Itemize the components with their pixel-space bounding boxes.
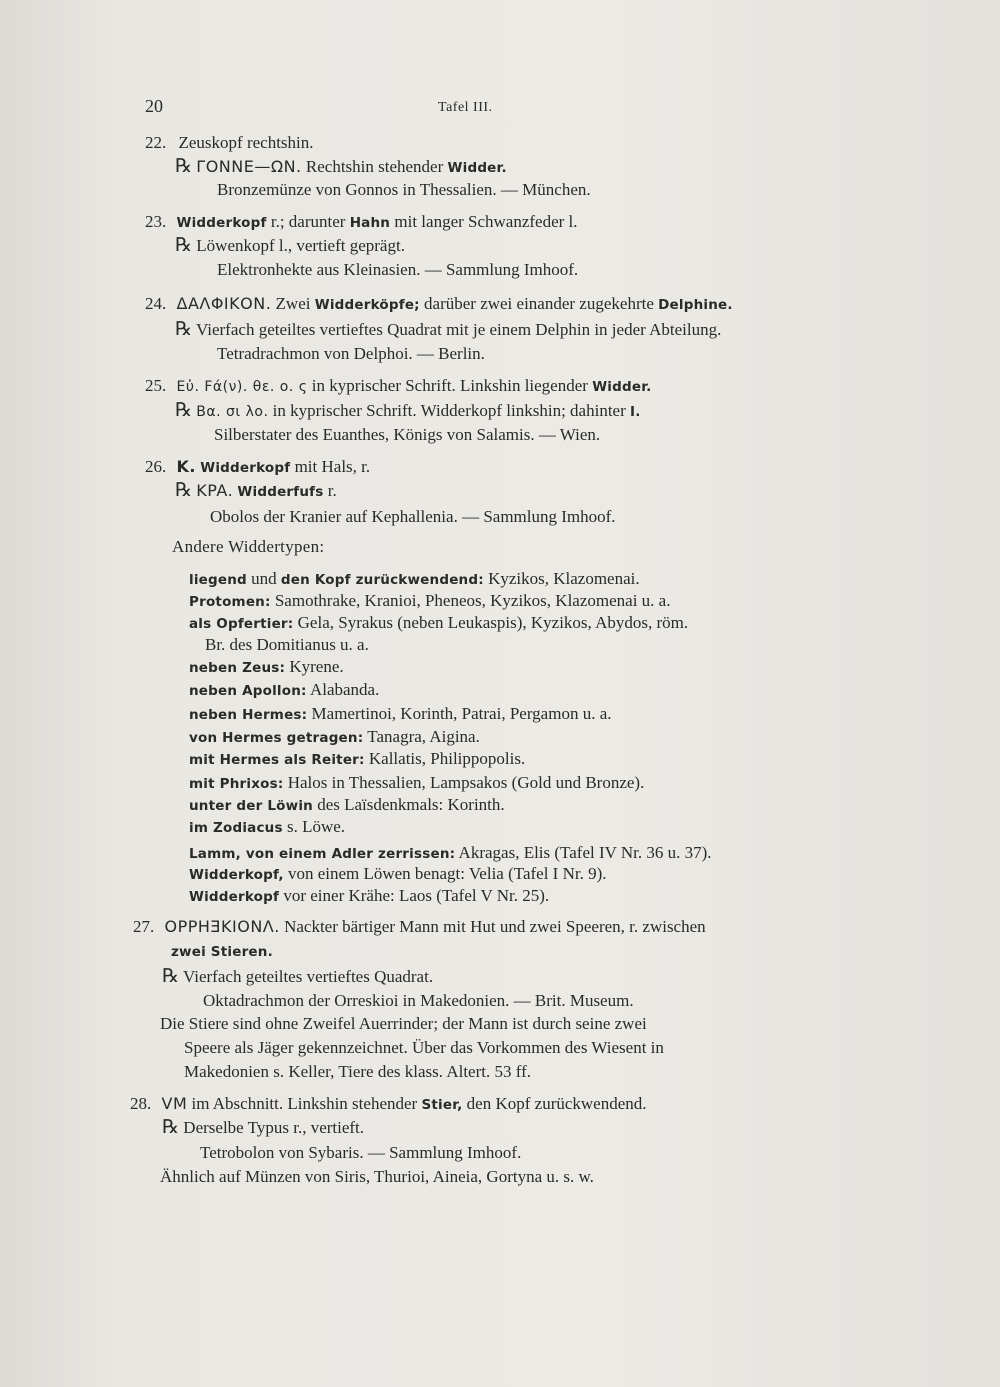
reverse-symbol: ℞ xyxy=(175,480,193,501)
other-type-item: neben Zeus: Kyrene. xyxy=(189,657,344,676)
entry-22-obverse: 22. Zeuskopf rechtshin. xyxy=(145,133,314,152)
reverse-symbol: ℞ xyxy=(175,235,193,256)
entry-25-reverse: ℞ Βα. σι λο. in kyprischer Schrift. Widderkopf linkshin; dahinter I. xyxy=(175,400,641,421)
entry-27-reverse: ℞ Vierfach geteiltes vertieftes Quadrat. xyxy=(162,966,434,987)
entry-26-reverse: ℞ KPA. Widderfufs r. xyxy=(175,480,337,501)
entry-26-obverse: 26. K. Widderkopf mit Hals, r. xyxy=(145,457,371,476)
other-type-item: im Zodiacus s. Löwe. xyxy=(189,817,346,836)
reverse-symbol: ℞ xyxy=(162,1117,180,1138)
entry-24-reverse: ℞ Vierfach geteiltes vertieftes Quadrat mit je einem Delphin in jeder Abteilung. xyxy=(175,319,722,340)
other-type-item: Lamm, von einem Adler zerrissen: Akragas, Elis (Tafel IV Nr. 36 u. 37). xyxy=(189,843,712,862)
reverse-symbol: ℞ xyxy=(175,400,193,421)
entry-number: 27. xyxy=(133,917,155,936)
coin-legend: Βα. σι λο. xyxy=(196,404,269,420)
reverse-symbol: ℞ xyxy=(175,156,193,177)
entry-26-source: Obolos der Kranier auf Kephallenia. — Sammlung Imhoof. xyxy=(210,507,616,526)
entry-23-source: Elektronhekte aus Kleinasien. — Sammlung Imhoof. xyxy=(217,260,579,279)
entry-24-source: Tetradrachmon von Delphoi. — Berlin. xyxy=(217,344,485,363)
entry-number: 22. xyxy=(145,133,167,152)
entry-number: 24. xyxy=(145,294,167,313)
entry-27-obverse: 27. OPPHƎKIONΛ. Nackter bärtiger Mann mit Hut und zwei Speeren, r. zwischen xyxy=(133,917,706,936)
entry-number: 28. xyxy=(130,1094,152,1113)
entry-24-obverse: 24. ΔΑΛΦΙΚΟΝ. Zwei Widderköpfe; darüber zwei einander zugekehrte Delphine. xyxy=(145,294,733,313)
entry-27-source: Oktadrachmon der Orreskioi in Makedonien. — Brit. Museum. xyxy=(203,991,634,1010)
entry-22-reverse: ℞ ΓONNE—ΩN. Rechtshin stehender Widder. xyxy=(175,156,507,177)
page-number: 20 xyxy=(145,96,163,116)
entry-27-note-line: Speere als Jäger gekennzeichnet. Über das Vorkommen des Wiesent in xyxy=(184,1038,664,1057)
coin-legend: K. xyxy=(176,457,196,476)
coin-legend: Εὐ. Fά(ν). θε. ο. ς xyxy=(176,379,308,395)
other-type-item: liegend und den Kopf zurückwendend: Kyzikos, Klazomenai. xyxy=(189,569,640,588)
other-type-item: neben Apollon: Alabanda. xyxy=(189,680,380,699)
entry-27-note-line: Makedonien s. Keller, Tiere des klass. Altert. 53 ff. xyxy=(184,1062,531,1081)
entry-23-reverse: ℞ Löwenkopf l., vertieft geprägt. xyxy=(175,235,405,256)
entry-23-obverse: 23. Widderkopf r.; darunter Hahn mit langer Schwanzfeder l. xyxy=(145,212,578,231)
other-type-item: von Hermes getragen: Tanagra, Aigina. xyxy=(189,727,480,746)
entry-28-reverse: ℞ Derselbe Typus r., vertieft. xyxy=(162,1117,365,1138)
other-type-item-continuation: Br. des Domitianus u. a. xyxy=(205,635,369,654)
entry-number: 26. xyxy=(145,457,167,476)
other-type-item: unter der Löwin des Laïsdenkmals: Korinth. xyxy=(189,795,505,814)
other-type-item: Protomen: Samothrake, Kranioi, Pheneos, Kyzikos, Klazomenai u. a. xyxy=(189,591,671,610)
other-type-item: als Opfertier: Gela, Syrakus (neben Leukaspis), Kyzikos, Abydos, röm. xyxy=(189,613,689,632)
entry-28-obverse: 28. VM im Abschnitt. Linkshin stehender Stier, den Kopf zurückwendend. xyxy=(130,1094,647,1113)
reverse-symbol: ℞ xyxy=(175,319,193,340)
coin-legend: VM xyxy=(161,1094,188,1113)
coin-legend: KPA. xyxy=(196,481,234,500)
other-type-item: Widderkopf, von einem Löwen benagt: Velia (Tafel I Nr. 9). xyxy=(189,864,607,883)
coin-legend: OPPHƎKIONΛ. xyxy=(164,917,280,936)
entry-number: 25. xyxy=(145,376,167,395)
entry-number: 23. xyxy=(145,212,167,231)
entry-25-source: Silberstater des Euanthes, Königs von Salamis. — Wien. xyxy=(214,425,601,444)
entry-22-source: Bronzemünze von Gonnos in Thessalien. — München. xyxy=(217,180,591,199)
other-type-item: mit Hermes als Reiter: Kallatis, Philippopolis. xyxy=(189,749,526,768)
other-type-item: Widderkopf vor einer Krähe: Laos (Tafel V Nr. 25). xyxy=(189,886,550,905)
other-types-heading: Andere Widdertypen: xyxy=(172,537,325,556)
entry-27-note-line: Die Stiere sind ohne Zweifel Auerrinder; der Mann ist durch seine zwei xyxy=(160,1014,647,1033)
other-type-item: mit Phrixos: Halos in Thessalien, Lampsakos (Gold und Bronze). xyxy=(189,773,645,792)
running-title: Tafel III. xyxy=(438,100,493,115)
other-type-item: neben Hermes: Mamertinoi, Korinth, Patrai, Pergamon u. a. xyxy=(189,704,612,723)
entry-28-source: Tetrobolon von Sybaris. — Sammlung Imhoof. xyxy=(200,1143,522,1162)
coin-legend: ΔΑΛΦΙΚΟΝ. xyxy=(176,294,272,313)
entry-27-obverse-continuation: zwei Stieren. xyxy=(171,944,273,960)
entry-25-obverse: 25. Εὐ. Fά(ν). θε. ο. ς in kyprischer Schrift. Linkshin liegender Widder. xyxy=(145,376,652,395)
reverse-symbol: ℞ xyxy=(162,966,180,987)
entry-28-note: Ähnlich auf Münzen von Siris, Thurioi, Aineia, Gortyna u. s. w. xyxy=(160,1167,594,1186)
coin-legend: ΓONNE—ΩN. xyxy=(196,157,302,176)
